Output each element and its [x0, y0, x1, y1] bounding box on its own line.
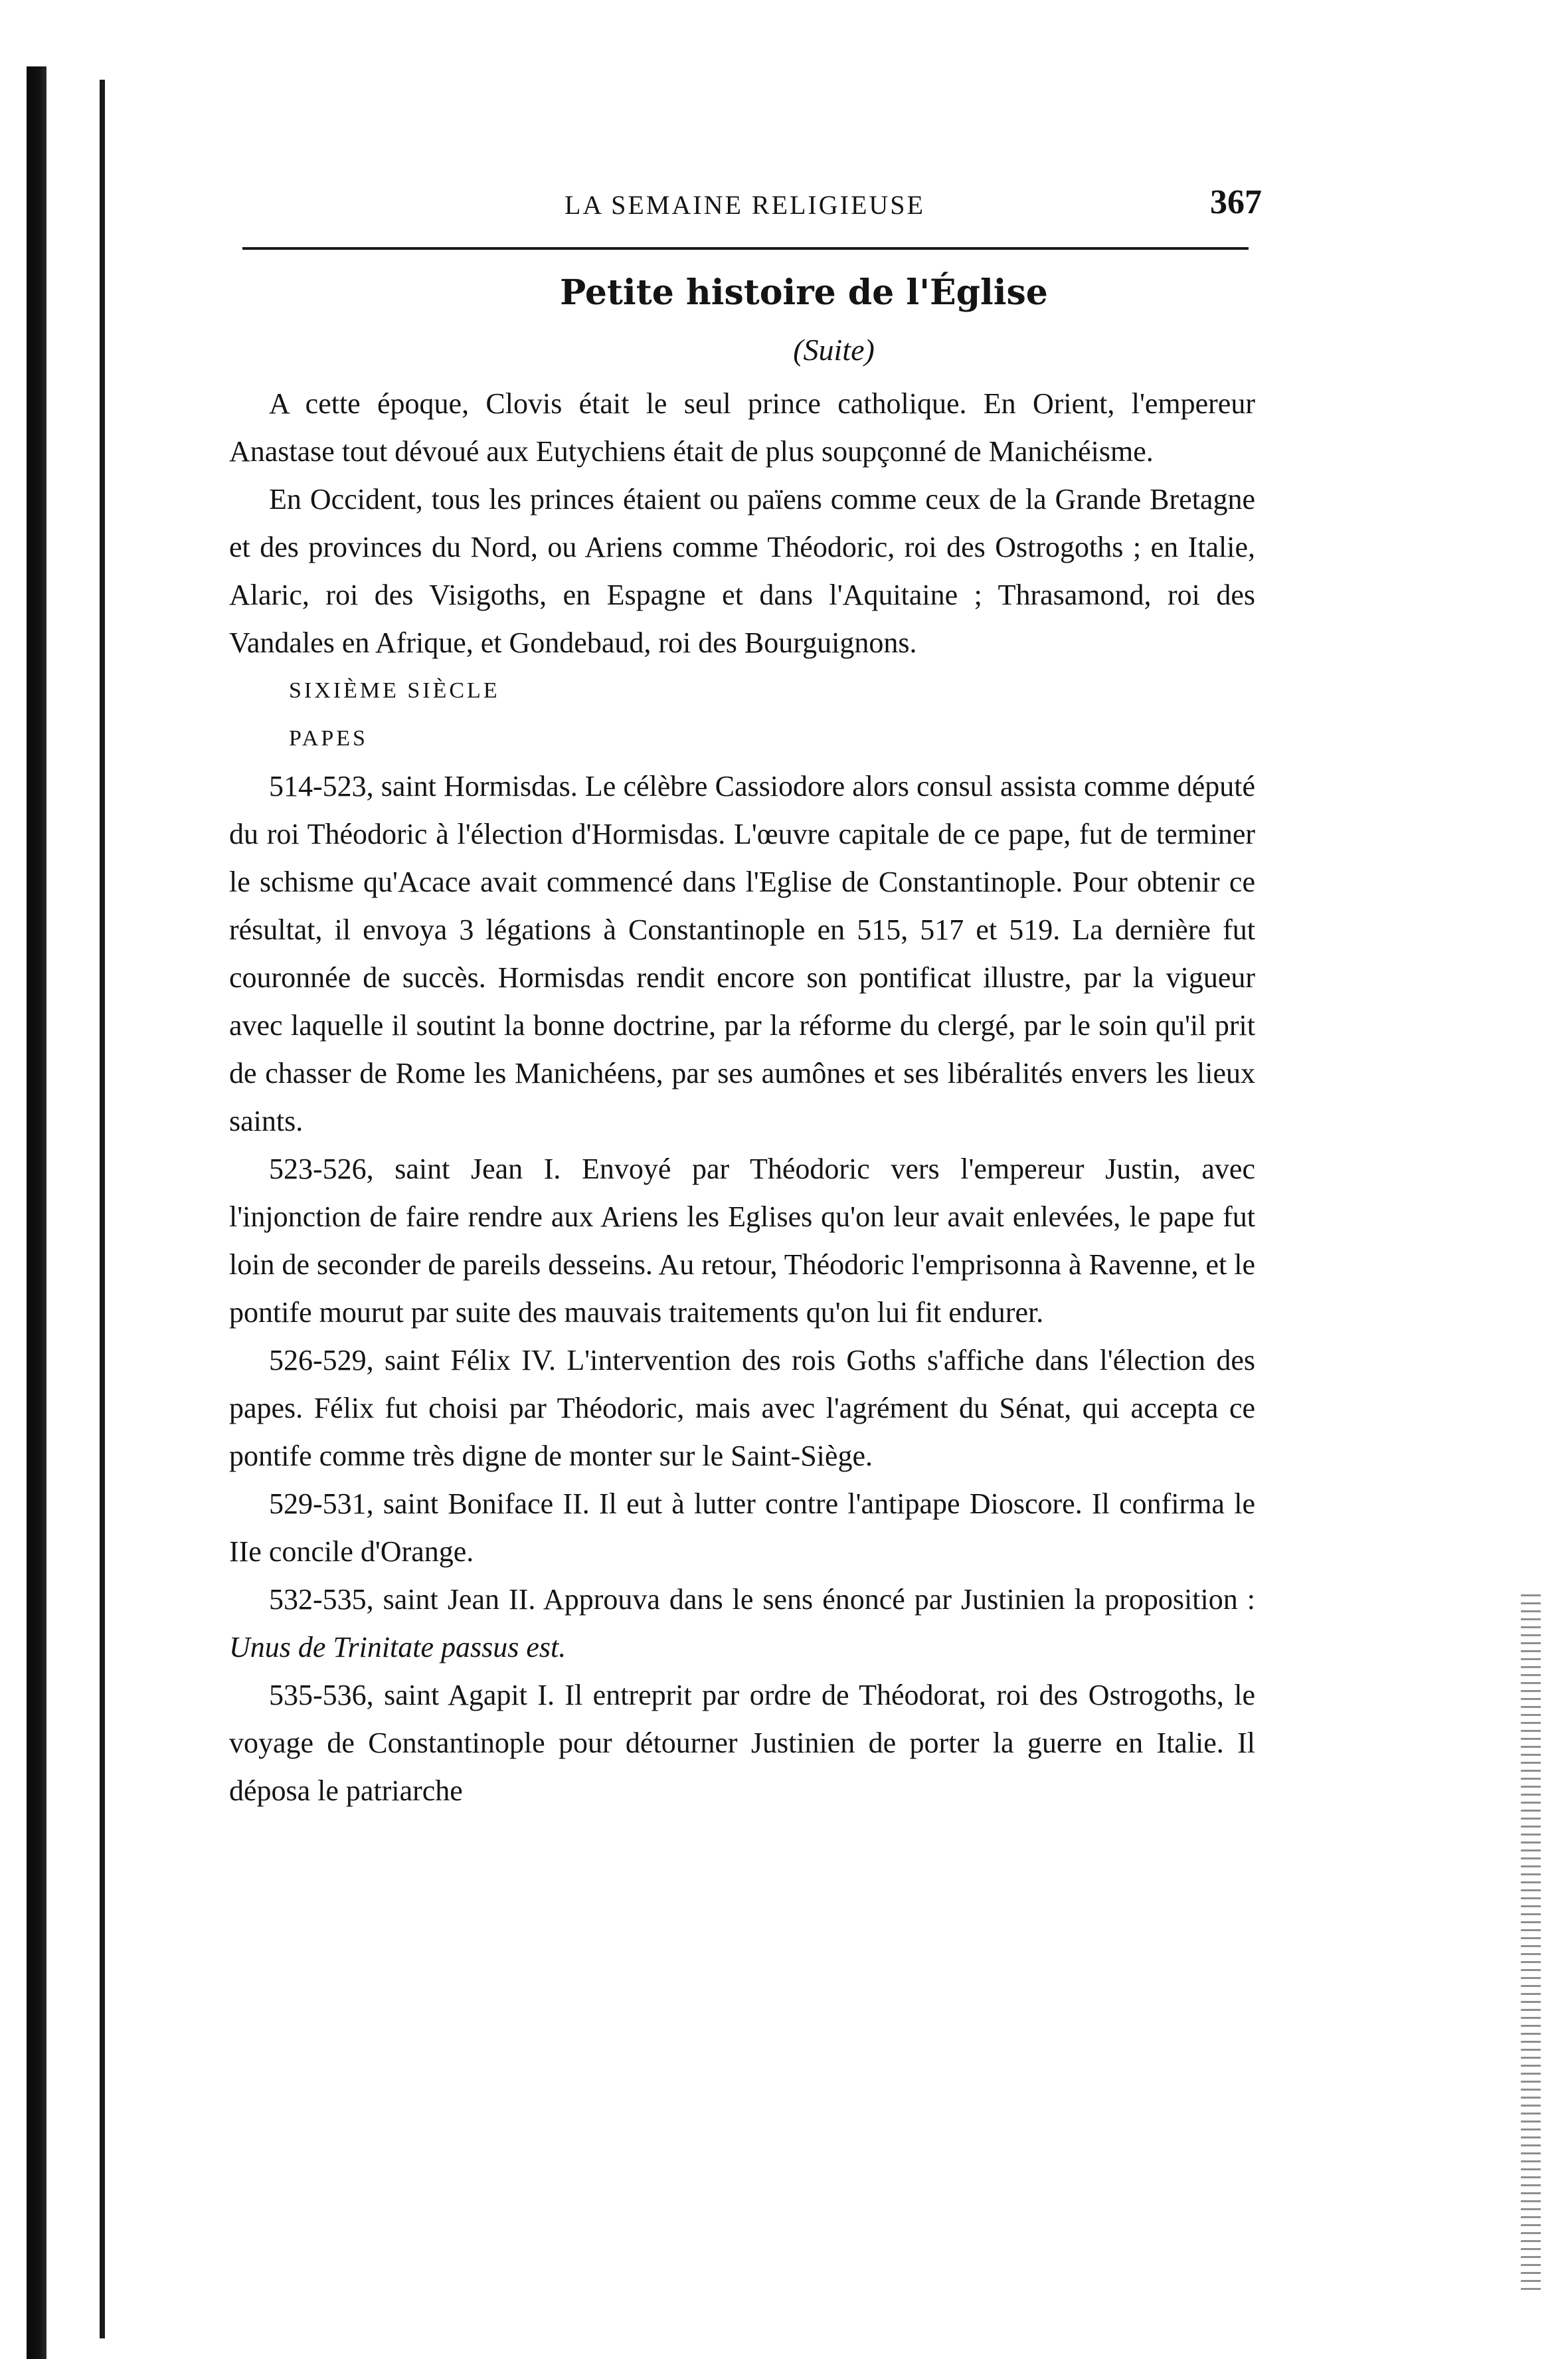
pope-entry: [229, 1576, 1255, 1671]
edge-speckle: [1521, 1594, 1541, 2292]
paragraph: En Occident, tous les princes étaient ou païens comme ceux de la Grande Bretagne et des provinces du Nord, ou Ariens comme Théodoric, roi des Ostrogoths ; en Italie, Alaric, roi des Visigoths, en Espagne et dans l'Aquitaine ; Thrasamond, roi des Vandales en Afrique, et Gondebaud, roi des Bourguignons.: [229, 483, 1255, 659]
paragraph: A cette époque, Clovis était le seul prince catholique. En Orient, l'empereur Anastase tout dévoué aux Eutychiens était de plus soupçonné de Manichéisme.: [229, 387, 1255, 468]
latin-quote: Unus de Trinitate passus est.: [229, 1631, 566, 1663]
running-header: [232, 183, 1262, 229]
header-rule: [242, 247, 1249, 250]
pope-entry: 526-529, saint Félix IV. L'intervention des rois Goths s'affiche dans l'élection des papes. Félix fut choisi par Théodoric, mais avec l'agrément du Sénat, qui accepta ce pontife comme très digne de monter sur le Saint-Siège.: [229, 1344, 1255, 1472]
pope-entry: 535-536, saint Agapit I. Il entreprit par ordre de Théodorat, roi des Ostrogoths, le voyage de Constantinople pour détourner Justinien de porter la guerre en Italie. Il déposa le patriarche: [229, 1679, 1255, 1807]
pope-entry: 514-523, saint Hormisdas. Le célèbre Cassiodore alors consul assista comme député du roi Théodoric à l'élection d'Hormisdas. L'œuvre capitale de ce pape, fut de terminer le schisme qu'Acace avait commencé dans l'Eglise de Constantinople. Pour obtenir ce résultat, il envoya 3 légations à Constantinople en 515, 517 et 519. La dernière fut couronnée de succès. Hormisdas rendit encore son pontificat illustre, par la vigueur avec laquelle il soutint la bonne doctrine, par la réforme du clergé, par le soin qu'il prit de chasser de Rome les Manichéens, par ses aumônes et ses libéralités envers les lieux saints.: [229, 770, 1255, 1137]
pope-entry: 529-531, saint Boniface II. Il eut à lutter contre l'antipape Dioscore. Il confirma le IIe concile d'Orange.: [229, 1487, 1255, 1568]
section-subheading: PAPES: [289, 726, 368, 751]
page-number: 367: [1210, 183, 1262, 221]
article-body: [229, 380, 1255, 1815]
article-subtitle: (Suite): [793, 333, 875, 367]
article-title: Petite histoire de l'Église: [560, 272, 1048, 313]
binding-shadow: [27, 66, 46, 2359]
running-title: LA SEMAINE RELIGIEUSE: [565, 190, 925, 220]
pope-entry-text: 532-535, saint Jean II. Approuva dans le sens énoncé par Justinien la proposition :: [269, 1583, 1255, 1616]
binding-line: [100, 80, 105, 2338]
section-heading: SIXIÈME SIÈCLE: [289, 678, 500, 703]
pope-entry: 523-526, saint Jean I. Envoyé par Théodoric vers l'empereur Justin, avec l'injonction de faire rendre aux Ariens les Eglises qu'on leur avait enlevées, le pape fut loin de seconder de pareils desseins. Au retour, Théodoric l'emprisonna à Ravenne, et le pontife mourut par suite des mauvais traitements qu'on lui fit endurer.: [229, 1153, 1255, 1329]
